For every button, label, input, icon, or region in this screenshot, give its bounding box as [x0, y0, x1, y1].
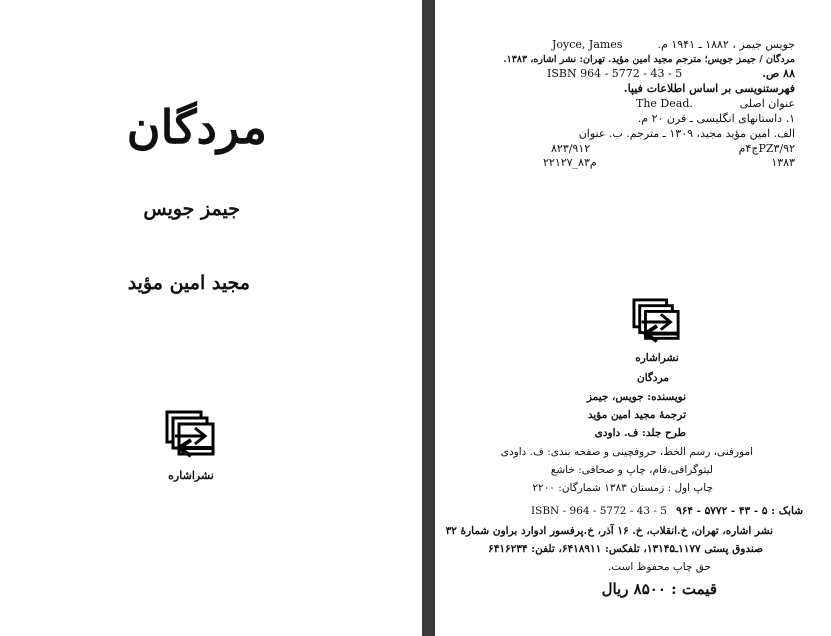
catalog-class-dewey: ۸۲۳/۹۱۲ — [551, 142, 591, 155]
colophon-address: نشر اشاره، تهران، خ.انقلاب، خ. ۱۶ آذر، خ.پرفسور ادوارد براون شمارهٔ ۳۲ — [445, 525, 773, 537]
catalog-subject: ۱. داستانهای انگلیسی ـ قرن ۲۰ م. — [637, 112, 795, 125]
colophon-isbn: ISBN - 964 - 5772 - 43 - 5 — [531, 505, 667, 517]
book-title: مردگان — [126, 100, 267, 154]
book-arrow-icon — [632, 298, 682, 346]
colophon-logo-text: نشراشاره — [635, 352, 679, 364]
catalog-original-title-label: عنوان اصلی — [739, 97, 795, 110]
colophon-shabak: شابک : ۵ - ۴۳ - ۵۷۷۲ - ۹۶۴ — [676, 505, 803, 517]
book-spine — [422, 0, 435, 636]
colophon-cover: طرح جلد: ف. داودی — [594, 427, 686, 439]
colophon-edition: چاپ اول : زمستان ۱۳۸۳ شمارگان: ۲۲۰۰ — [532, 482, 713, 494]
catalog-pages: ۸۸ ص. — [762, 67, 795, 80]
author-name: جیمز جویس — [143, 198, 240, 220]
right-page — [435, 0, 831, 636]
catalog-national-no: م۸۳_۲۲۱۲۷ — [543, 156, 597, 169]
publisher-logo — [165, 410, 217, 482]
colophon-price: قیمت : ۸۵۰۰ ریال — [601, 580, 717, 598]
colophon-publisher-logo — [632, 298, 682, 364]
catalog-title-line: مردگان / جیمز جویس؛ مترجم مجید امین مؤید. تهران: نشر اشاره، ۱۳۸۳. — [503, 54, 795, 65]
colophon-translator: ترجمهٔ مجید امین مؤید — [587, 409, 686, 421]
catalog-added-entry: الف. امین مؤید مجید، ۱۳۰۹ ـ مترجم. ب. عنوان — [578, 127, 795, 140]
publisher-logo-text: نشراشاره — [168, 469, 214, 482]
catalog-author-en: Joyce, James — [552, 38, 623, 51]
translator-name: مجید امین مؤید — [127, 272, 250, 294]
book-arrow-icon — [165, 410, 217, 462]
catalog-class-lc: PZ۳/۹۲ج۴م — [738, 142, 795, 155]
colophon-phone: صندوق پستی ۱۱۷۷ـ۱۳۱۴۵، تلفکس: ۶۴۱۸۹۱۱، تلفن: ۶۴۱۶۲۳۴ — [488, 543, 763, 555]
colophon-typesetting: امورفنی، رسم الخط، حروفچینی و صفحه بندی: ف. داودی — [500, 446, 753, 458]
colophon-author: نویسنده: جویس، جیمز — [586, 391, 686, 403]
catalog-year: ۱۳۸۳ — [771, 156, 795, 169]
catalog-isbn: ISBN 964 - 5772 - 43 - 5 — [547, 67, 683, 80]
colophon-rights: حق چاپ محفوظ است. — [607, 561, 711, 573]
catalog-cip-note: فهرستنویسی بر اساس اطلاعات فیپا. — [623, 82, 795, 95]
colophon-printing: لیتوگرافی،فام، چاپ و صحافی: خاشع — [550, 464, 713, 476]
catalog-author-heading: جویس جیمز ، ۱۸۸۲ ـ ۱۹۴۱ م. — [657, 38, 795, 51]
colophon-book-title: مردگان — [636, 372, 669, 384]
catalog-original-title: The Dead. — [636, 97, 693, 110]
